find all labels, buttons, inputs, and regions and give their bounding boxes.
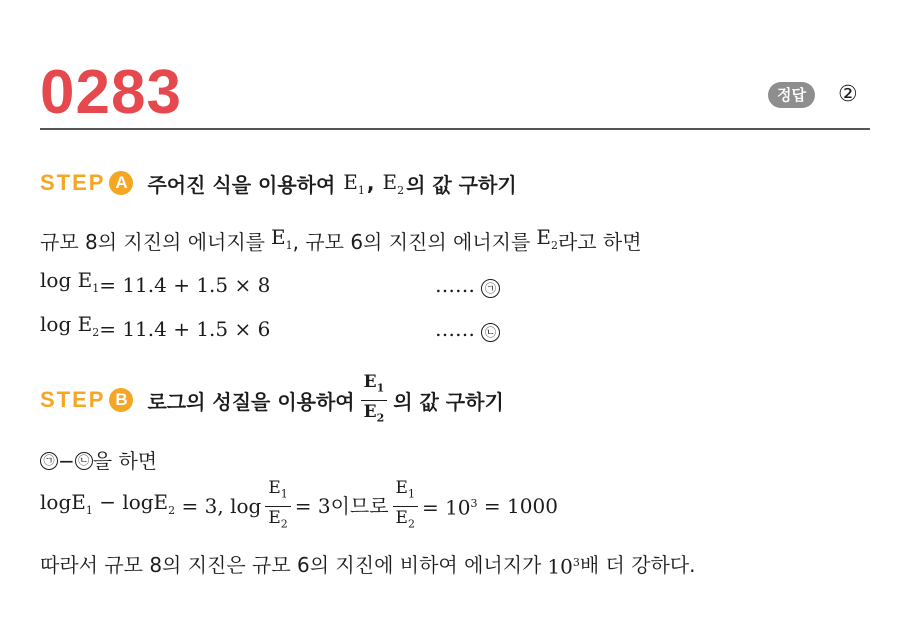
- definition-text-1: 규모 8의 지진의 에너지를: [40, 229, 265, 254]
- equation-3-word: 이므로: [330, 494, 389, 518]
- conclusion-text: 따라서 규모 8의 지진은 규모 6의 지진에 비하여 에너지가: [40, 552, 542, 577]
- step-b-title-post: 의 값 구하기: [393, 389, 504, 414]
- step-a-title-pre: 주어진 식을 이용하여: [147, 172, 336, 197]
- equation-1-mark: ㉠: [481, 279, 500, 298]
- equation-3-fraction-1: $\frac{E_1}{E_2}$: [265, 478, 290, 534]
- definition-e1: $E_1$: [271, 225, 293, 252]
- step-b-fraction-numerator: $E_1$: [361, 372, 388, 400]
- equation-3-part-5: = $10^3$: [421, 495, 478, 520]
- step-b-heading: [40, 372, 504, 424]
- step-a-title-e2: $E_2$: [382, 169, 405, 197]
- equation-3-fraction-2: $\frac{E_1}{E_2}$: [393, 478, 418, 534]
- step-a-letter: A: [109, 171, 133, 195]
- operation-dash: −: [58, 449, 75, 473]
- step-a-heading: [40, 163, 517, 203]
- problem-number: 0283: [40, 58, 182, 127]
- equation-2-mark: ㉡: [481, 323, 500, 342]
- header-divider: [40, 128, 870, 130]
- conclusion-line: [40, 548, 696, 582]
- equation-3-part-1: logE$_1$: [40, 489, 93, 517]
- equation-1-dots: …… ㉠: [435, 270, 500, 300]
- equation-3-part-2: − logE$_2$: [92, 489, 176, 517]
- equation-3-part-3: = 3, log: [175, 494, 262, 518]
- equation-3: [40, 480, 558, 532]
- operation-text: 을 하면: [92, 449, 158, 473]
- operation-mark-1: ㉠: [40, 452, 58, 470]
- definition-text-3: 라고 하면: [557, 229, 642, 254]
- equation-3-part-6: = 1000: [477, 494, 558, 518]
- operation-line: [40, 446, 157, 476]
- conclusion-power: $10^3$: [547, 554, 580, 579]
- equation-1-lhs: $\log E_1$: [40, 268, 100, 295]
- answer-value: ②: [838, 82, 858, 107]
- step-a-title-e1: $E_1$: [343, 169, 365, 197]
- equation-1: [40, 265, 500, 304]
- step-b-title-pre: 로그의 성질을 이용하여: [147, 389, 355, 414]
- definition-text-2: , 규모 6의 지진의 에너지를: [292, 229, 531, 254]
- equation-2-rhs: = 11.4 + 1.5 × 6: [99, 316, 271, 341]
- step-a-title-comma: ,: [366, 171, 375, 195]
- answer-badge: 정답: [768, 82, 815, 108]
- step-b-word: STEP: [40, 387, 106, 412]
- equation-3-part-4: = 3: [294, 494, 331, 518]
- definition-e2: $E_2$: [536, 225, 558, 252]
- step-b-fraction-denominator: $E_2$: [363, 401, 385, 424]
- definition-line: [40, 222, 642, 261]
- equation-1-rhs: = 11.4 + 1.5 × 8: [99, 272, 271, 297]
- equation-2: [40, 309, 500, 348]
- step-b-letter: B: [109, 388, 133, 412]
- step-b-tag: [40, 387, 133, 413]
- step-a-title: [147, 169, 516, 198]
- operation-mark-2: ㉡: [75, 452, 93, 470]
- step-b-title: [147, 372, 503, 428]
- equation-2-dots: …… ㉡: [435, 314, 500, 344]
- conclusion-tail: 배 더 강하다.: [579, 552, 696, 577]
- step-a-word: STEP: [40, 170, 106, 195]
- equation-2-lhs: $\log E_2$: [40, 312, 100, 339]
- step-a-tag: [40, 170, 133, 196]
- step-b-fraction: [361, 372, 388, 428]
- step-a-title-post: 의 값 구하기: [406, 172, 517, 197]
